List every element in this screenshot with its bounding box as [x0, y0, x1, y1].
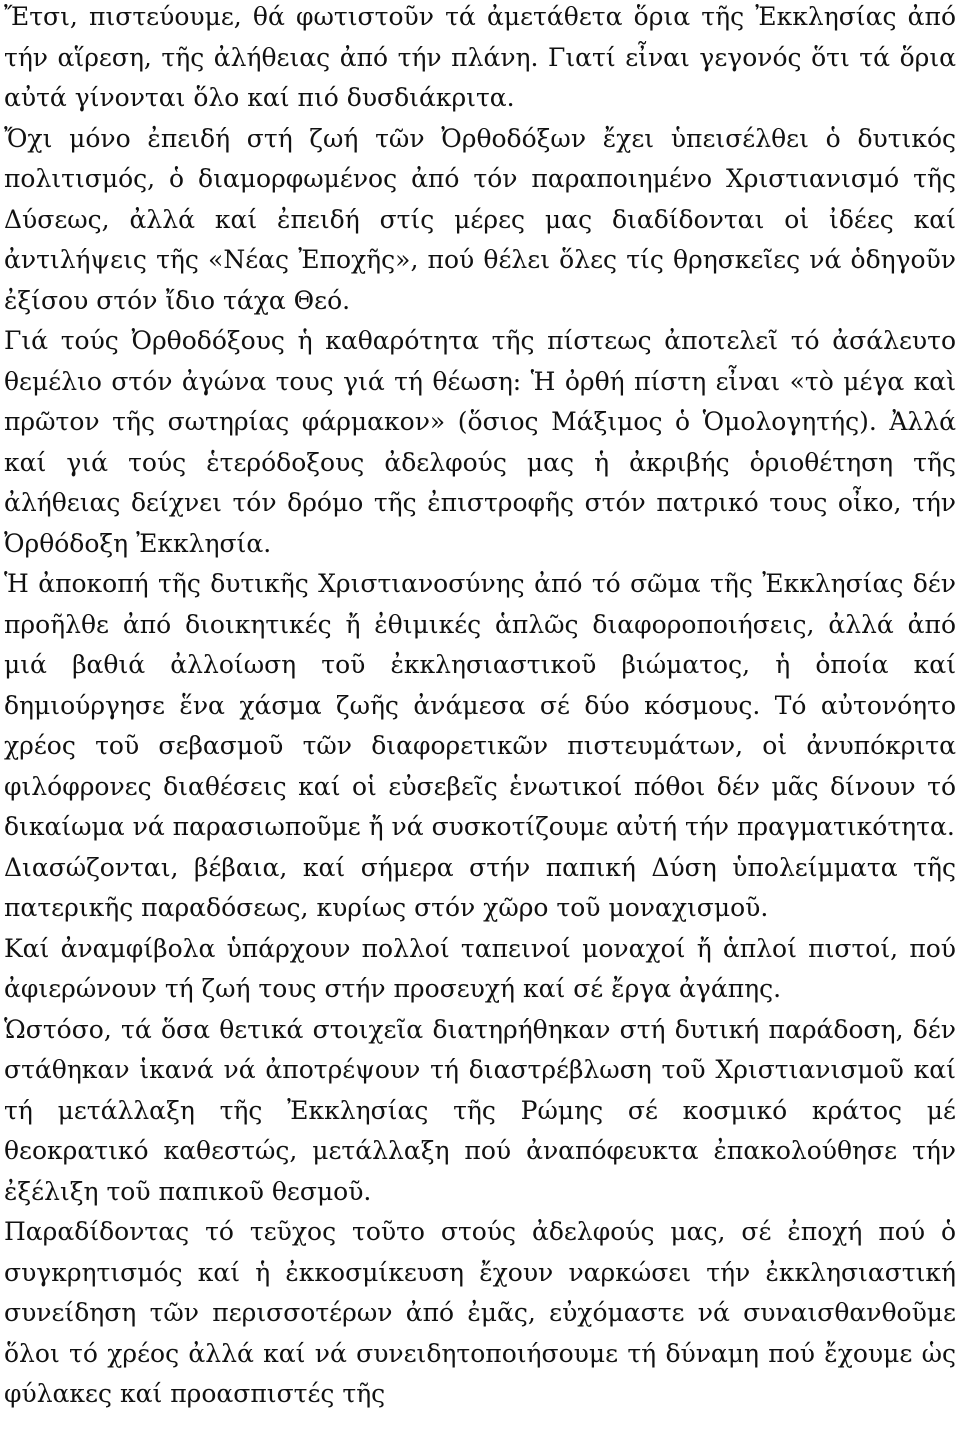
paragraph-1: Ἔτσι, πιστεύουμε, θά φωτιστοῦν τά ἀμετάθετα ὅρια τῆς Ἐκκλησίας ἀπό τήν αἵρεση, τῆς ἀλήθειας ἀπό τήν πλάνη. Γιατί εἶναι γεγονός ὅτι τά ὅρια αὐτά γίνονται ὅλο καί πιό δυσδιάκριτα.	[4, 2, 956, 112]
paragraph-4: Ἡ ἀποκοπή τῆς δυτικῆς Χριστιανοσύνης ἀπό τό σῶμα τῆς Ἐκκλησίας δέν προῆλθε ἀπό διοικητικές ἤ ἐθιμικές ἁπλῶς διαφοροποιήσεις, ἀλλά ἀπό μιά βαθιά ἀλλοίωση τοῦ ἐκκλησιαστικοῦ βιώματος, ἡ ὁποία καί δημιούργησε ἕνα χάσμα ζωῆς ἀνάμεσα σέ δύο κόσμους. Τό αὐτονόητο χρέος τοῦ σεβασμοῦ τῶν διαφορετικῶν πιστευμάτων, οἱ ἀνυπόκριτα φιλόφρονες διαθέσεις καί οἱ εὐσεβεῖς ἑνωτικοί πόθοι δέν μᾶς δίνουν τό δικαίωμα νά παρασιωποῦμε ἤ νά συσκοτίζουμε αὐτή τήν πραγματικότητα.	[4, 569, 956, 841]
paragraph-3: Γιά τούς Ὀρθοδόξους ἡ καθαρότητα τῆς πίστεως ἀποτελεῖ τό ἀσάλευτο θεμέλιο στόν ἀγώνα τους γιά τή θέωση: Ἡ ὀρθή πίστη εἶναι «τὸ μέγα καὶ πρῶτον τῆς σωτηρίας φάρμακον» (ὅσιος Μάξιμος ὁ Ὁμολογητής). Ἀλλά καί γιά τούς ἑτερόδοξους ἀδελφούς μας ἡ ἀκριβής ὁριοθέτηση τῆς ἀλήθειας δείχνει τόν δρόμο τῆς ἐπιστροφῆς στόν πατρικό τους οἶκο, τήν Ὀρθόδοξη Ἐκκλησία.	[4, 326, 956, 558]
paragraph-8: Παραδίδοντας τό τεῦχος τοῦτο στούς ἀδελφούς μας, σέ ἐποχή πού ὁ συγκρητισμός καί ἡ ἐκκοσμίκευση ἔχουν ναρκώσει τήν ἐκκλησιαστική συνείδηση τῶν περισσοτέρων ἀπό ἐμᾶς, εὐχόμαστε νά συναισθανθοῦμε ὅλοι τό χρέος ἀλλά καί νά συνειδητοποιήσουμε τή δύναμη πού ἔχουμε ὡς φύλακες καί προασπιστές τῆς	[4, 1217, 956, 1408]
paragraph-7: Ὡστόσο, τά ὅσα θετικά στοιχεῖα διατηρήθηκαν στή δυτική παράδοση, δέν στάθηκαν ἱκανά νά ἀποτρέψουν τή διαστρέβλωση τοῦ Χριστιανισμοῦ καί τή μετάλλαξη τῆς Ἐκκλησίας τῆς Ρώμης σέ κοσμικό κράτος μέ θεοκρατικό καθεστώς, μετάλλαξη πού ἀναπόφευκτα ἐπακολούθησε τήν ἐξέλιξη τοῦ παπικοῦ θεσμοῦ.	[4, 1014, 956, 1206]
paragraph-6: Καί ἀναμφίβολα ὑπάρχουν πολλοί ταπεινοί μοναχοί ἤ ἁπλοί πιστοί, πού ἀφιερώνουν τή ζωή τους στήν προσευχή καί σέ ἔργα ἀγάπης.	[4, 933, 956, 1003]
paragraph-5: Διασώζονται, βέβαια, καί σήμερα στήν παπική Δύση ὑπολείμματα τῆς πατερικῆς παραδόσεως, κυρίως στόν χῶρο τοῦ μοναχισμοῦ.	[4, 852, 956, 922]
paragraph-2: Ὄχι μόνο ἐπειδή στή ζωή τῶν Ὀρθοδόξων ἔχει ὑπεισέλθει ὁ δυτικός πολιτισμός, ὁ διαμορφωμένος ἀπό τόν παραποιημένο Χριστιανισμό τῆς Δύσεως, ἀλλά καί ἐπειδή στίς μέρες μας διαδίδονται οἱ ἰδέες καί ἀντιλήψεις τῆς «Νέας Ἐποχῆς», πού θέλει ὅλες τίς θρησκεῖες νά ὁδηγοῦν ἐξίσου στόν ἴδιο τάχα Θεό.	[4, 123, 956, 315]
